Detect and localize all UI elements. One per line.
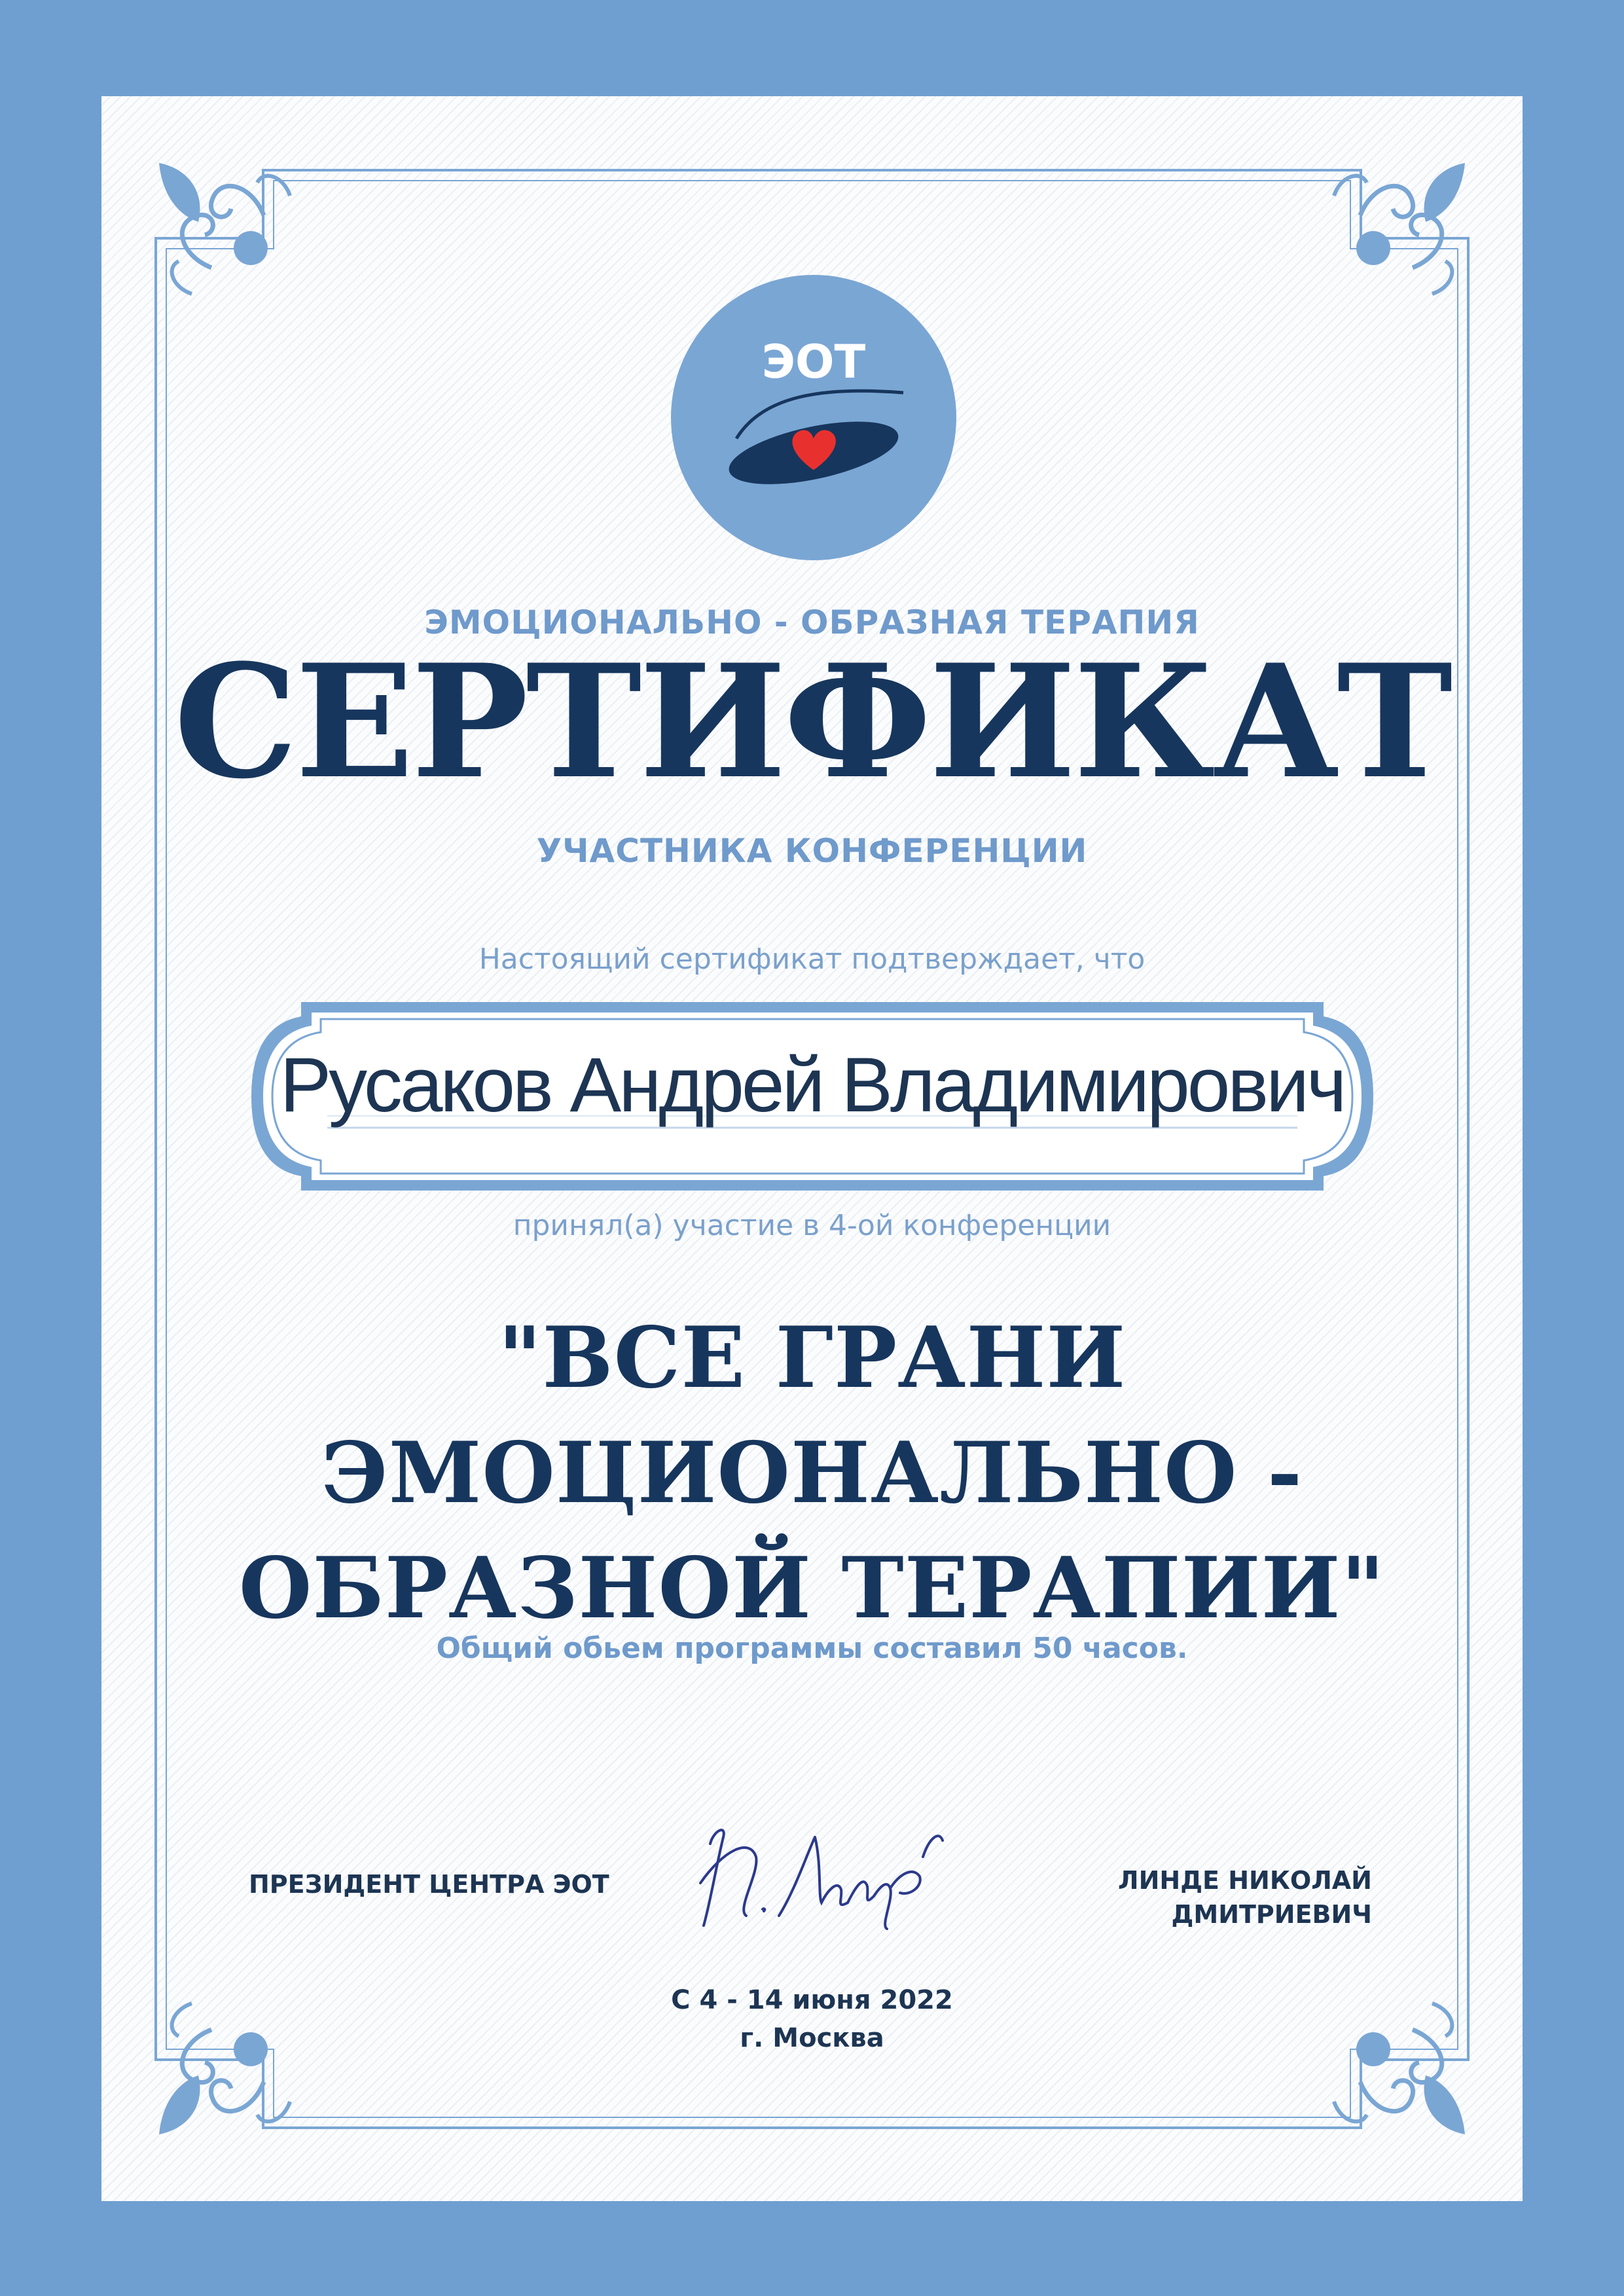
certificate-subtitle: УЧАСТНИКА КОНФЕРЕНЦИИ <box>536 832 1088 870</box>
certificate-title: СЕРТИФИКАТ <box>173 631 1451 814</box>
conference-title-line: "ВСЕ ГРАНИ <box>497 1309 1127 1407</box>
corner-ornament-top-left <box>153 156 310 314</box>
logo-text: ЭОТ <box>761 335 866 389</box>
signature <box>664 1811 959 1935</box>
program-volume: Общий обьем программы составил 50 часов. <box>436 1632 1188 1665</box>
signatory-name <box>979 1863 1372 1931</box>
conference-title <box>101 1300 1523 1646</box>
signatory-name-line: ДМИТРИЕВИЧ <box>1171 1900 1372 1929</box>
signatory-name-line: ЛИНДЕ НИКОЛАЙ <box>1118 1866 1372 1895</box>
conference-title-line: ЭМОЦИОНАЛЬНО - <box>321 1424 1303 1522</box>
event-city: г. Москва <box>740 2023 884 2053</box>
participation-text: принял(а) участие в 4-ой конференции <box>513 1209 1111 1242</box>
recipient-name: Русаков Андрей Владимирович <box>280 1042 1344 1128</box>
eye-heart-icon <box>671 275 956 560</box>
date-and-place <box>101 1981 1523 2057</box>
eot-logo <box>671 275 956 560</box>
conference-title-line: ОБРАЗНОЙ ТЕРАПИИ" <box>238 1539 1386 1638</box>
confirmation-text: Настоящий сертификат подтверждает, что <box>478 942 1146 976</box>
signatory-role: ПРЕЗИДЕНТ ЦЕНТРА ЭОТ <box>249 1870 609 1899</box>
certificate-sheet <box>101 96 1523 2201</box>
corner-ornament-top-right <box>1314 156 1471 314</box>
organization-name: ЭМОЦИОНАЛЬНО - ОБРАЗНАЯ ТЕРАПИЯ <box>424 603 1200 641</box>
event-date: С 4 - 14 июня 2022 <box>671 1985 953 2015</box>
